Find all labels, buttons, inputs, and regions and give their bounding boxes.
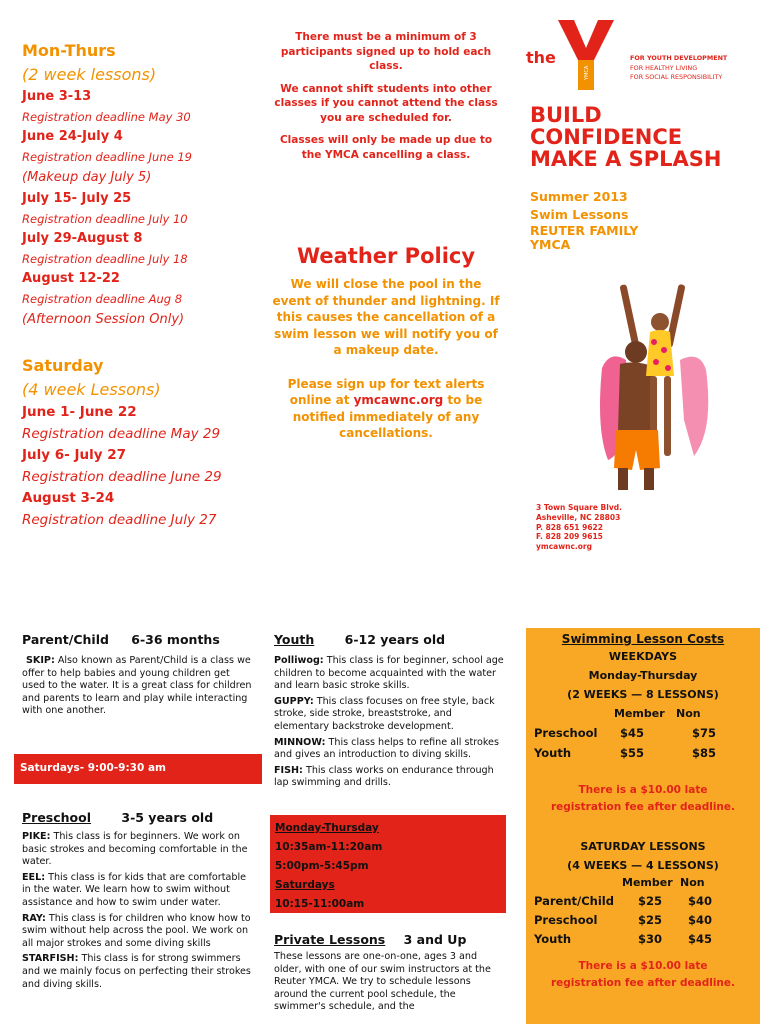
youth-times-heading: Monday-Thursday xyxy=(275,822,379,834)
private-lessons-heading xyxy=(274,931,506,949)
text-alert-signup xyxy=(272,376,500,442)
tagline-line: FOR HEALTHY LIVING xyxy=(630,63,698,72)
weekday-range: Monday-Thursday xyxy=(588,669,698,682)
parent-child-heading xyxy=(22,631,252,649)
non-member-price: $45 xyxy=(688,932,713,946)
youth-title: Youth xyxy=(274,632,315,647)
member-price: $25 xyxy=(638,913,663,927)
saturday-session-date: August 3-24 xyxy=(22,490,115,506)
youth-item xyxy=(274,696,506,734)
headline-line: BUILD CONFIDENCE xyxy=(530,103,683,149)
ymca-website-link[interactable]: ymcawnc.org xyxy=(353,393,444,407)
private-lessons-ages: 3 and Up xyxy=(403,932,467,947)
cost-row xyxy=(526,894,760,908)
schedule-column xyxy=(22,40,272,531)
parent-child-section xyxy=(22,631,252,718)
weekday-count: (2 WEEKS — 8 LESSONS) xyxy=(567,688,719,701)
cost-row-label: Parent/Child xyxy=(534,894,614,908)
youth-level-text: This class focuses on free style, back stroke, side stroke, breaststroke, and elementary backstroke development. xyxy=(274,695,495,732)
cost-header-row xyxy=(526,707,760,720)
saturday-heading: Saturday xyxy=(22,356,104,375)
season-label: Summer 2013 xyxy=(530,189,628,204)
member-column-header: Member xyxy=(622,876,673,889)
tagline-line: FOR SOCIAL RESPONSIBILITY xyxy=(630,73,723,81)
address-line: 3 Town Square Blvd. xyxy=(536,503,622,512)
parent-child-ages: 6-36 months xyxy=(131,632,220,647)
youth-level-text: This class helps to refine all strokes and gives an introduction to diving skills. xyxy=(274,736,499,761)
saturday-session-date: July 6- July 27 xyxy=(22,447,127,463)
preschool-level-label: PIKE: xyxy=(22,831,51,842)
cost-row xyxy=(526,726,760,740)
youth-heading xyxy=(274,631,506,649)
cost-row xyxy=(526,746,760,760)
parent-child-title: Parent/Child xyxy=(22,632,109,647)
session-deadline: Registration deadline June 19 xyxy=(22,150,192,164)
logo-the: the xyxy=(526,48,556,67)
youth-item xyxy=(274,765,506,790)
preschool-heading xyxy=(22,809,252,827)
private-lessons-section xyxy=(274,931,506,1014)
youth-level-label: GUPPY: xyxy=(274,695,314,707)
non-member-price: $40 xyxy=(688,894,713,908)
minimum-notice: There must be a minimum of 3 participants signed up to hold each class. xyxy=(280,31,492,72)
youth-time: 10:35am-11:20am xyxy=(275,841,383,853)
branch-name xyxy=(530,224,760,252)
ymca-y-logo-icon xyxy=(558,18,614,90)
non-member-column-header: Non xyxy=(680,876,705,889)
phone-number: P. 828 651 9622 xyxy=(536,522,603,532)
youth-times-heading: Saturdays xyxy=(275,879,335,891)
member-price: $25 xyxy=(638,894,663,908)
branch-line: YMCA xyxy=(530,237,571,252)
youth-ages: 6-12 years old xyxy=(344,632,446,647)
saturday-session-deadline: Registration deadline July 27 xyxy=(22,511,217,528)
weather-policy-text: We will close the pool in the event of thunder and lightning. If this causes the cancellation of a swim lesson we will notify you of a makeup date. xyxy=(272,277,500,357)
session-deadline: Registration deadline July 10 xyxy=(22,212,188,226)
session-note: (Afternoon Session Only) xyxy=(22,312,185,327)
saturday-lessons-heading: SATURDAY LESSONS xyxy=(580,840,706,853)
weather-policy-title: Weather Policy xyxy=(296,244,476,268)
session-date: July 29-August 8 xyxy=(22,231,143,246)
preschool-level-text: This class is for children who know how to swim without help across the pool. We work on all major strokes and some diving skills xyxy=(22,912,251,949)
branch-line: REUTER FAMILY xyxy=(530,223,639,238)
signup-text-end: to be notified immediately of any cancellations. xyxy=(292,393,483,440)
non-member-column-header: Non xyxy=(676,707,701,720)
member-price: $45 xyxy=(620,726,645,740)
tagline-line: FOR YOUTH DEVELOPMENT xyxy=(630,54,728,62)
late-fee-notice: There is a $10.00 late registration fee after deadline. xyxy=(550,784,736,813)
session-date: August 12-22 xyxy=(22,271,120,286)
weekday-subheading: (2 week lessons) xyxy=(22,65,157,84)
youth-times-box xyxy=(270,815,506,913)
youth-level-label: Polliwog: xyxy=(274,655,324,666)
member-price: $30 xyxy=(638,932,663,946)
cost-row-label: Youth xyxy=(534,932,572,946)
cost-row-label: Youth xyxy=(534,746,572,760)
session-date: June 24-July 4 xyxy=(22,129,123,144)
non-member-price: $85 xyxy=(692,746,717,760)
member-price: $55 xyxy=(620,746,645,760)
session-deadline: Registration deadline Aug 8 xyxy=(22,292,183,306)
preschool-level-label: EEL: xyxy=(22,871,46,883)
session-note: (Makeup day July 5) xyxy=(22,170,152,185)
youth-level-text: This class works on endurance through lap swimming and drills. xyxy=(274,764,494,789)
address-line: Asheville, NC 28803 xyxy=(536,512,621,522)
preschool-item xyxy=(22,831,252,869)
youth-level-label: MINNOW: xyxy=(274,736,326,748)
cost-header-row xyxy=(526,876,760,889)
saturday-session-deadline: Registration deadline May 29 xyxy=(22,425,221,442)
preschool-item xyxy=(22,913,252,951)
saturday-session-date: June 1- June 22 xyxy=(22,404,137,420)
member-column-header: Member xyxy=(614,707,665,720)
swimmers-photo xyxy=(590,280,720,492)
saturday-session-deadline: Registration deadline June 29 xyxy=(22,468,222,485)
program-label: Swim Lessons xyxy=(530,207,629,222)
preschool-item xyxy=(22,953,252,991)
preschool-title: Preschool xyxy=(22,810,92,825)
youth-time: 5:00pm-5:45pm xyxy=(275,860,369,872)
fax-number: F. 828 209 9615 xyxy=(536,532,603,542)
website: ymcawnc.org xyxy=(536,542,592,552)
skip-text: Also known as Parent/Child is a class we offer to help babies and young children get used to the water. It is a great class for children and parents to learn and play while interacting with one another. xyxy=(22,655,252,717)
ymca-tagline xyxy=(630,54,727,83)
makeup-notice: Classes will only be made up due to the YMCA cancelling a class. xyxy=(279,134,493,161)
season-info xyxy=(530,188,760,224)
shift-notice: We cannot shift students into other classes if you cannot attend the class you are scheduled for. xyxy=(274,82,498,124)
logo-ymca-text: YMCA xyxy=(584,65,590,80)
preschool-level-label: RAY: xyxy=(22,912,46,924)
preschool-ages: 3-5 years old xyxy=(121,810,214,825)
ymca-address xyxy=(536,503,696,552)
late-fee-notice: There is a $10.00 late registration fee after deadline. xyxy=(550,960,736,989)
weather-policy xyxy=(272,276,500,442)
saturday-subheading: (4 week Lessons) xyxy=(22,380,161,399)
lesson-costs-panel xyxy=(526,628,760,1024)
youth-level-label: FISH: xyxy=(274,764,303,776)
weekday-heading: Mon-Thurs xyxy=(22,41,116,60)
youth-level-text: This class is for beginner, school age children to become acquainted with the water and learn basic stroke skills. xyxy=(274,655,504,692)
cost-row xyxy=(526,913,760,927)
cost-row-label: Preschool xyxy=(534,913,598,927)
private-lessons-text: These lessons are one-on-one, ages 3 and older, with one of our swim instructors at the Reuter YMCA. We try to schedule lessons around the current pool schedule, the swimmer's schedule, and the xyxy=(274,951,491,1013)
youth-item xyxy=(274,737,506,762)
signup-text: Please sign up for text alerts online at xyxy=(287,376,485,407)
cost-row-label: Preschool xyxy=(534,726,598,740)
session-deadline: Registration deadline May 30 xyxy=(22,110,191,124)
private-lessons-title: Private Lessons xyxy=(274,932,386,947)
parent-child-description xyxy=(22,655,252,718)
brand-headline xyxy=(530,104,760,170)
saturday-count: (4 WEEKS — 4 LESSONS) xyxy=(567,859,719,872)
parent-child-time-bar: Saturdays- 9:00-9:30 am xyxy=(14,754,262,784)
preschool-section xyxy=(22,809,252,991)
ymca-logo-area xyxy=(524,18,760,98)
youth-section xyxy=(274,631,506,790)
session-deadline: Registration deadline July 18 xyxy=(22,252,188,266)
headline-line: MAKE A SPLASH xyxy=(530,147,722,171)
preschool-item xyxy=(22,872,252,910)
weekdays-heading: WEEKDAYS xyxy=(608,650,678,663)
youth-time: 10:15-11:00am xyxy=(275,898,365,910)
skip-label: SKIP: xyxy=(26,655,55,666)
non-member-price: $40 xyxy=(688,913,713,927)
costs-title: Swimming Lesson Costs xyxy=(561,632,725,646)
class-notices xyxy=(272,30,500,170)
preschool-level-text: This class is for kids that are comfortable in the water. We learn how to swim without assistance and how to swim under water. xyxy=(22,871,247,908)
session-date: July 15- July 25 xyxy=(22,191,132,206)
session-date: June 3-13 xyxy=(22,89,92,104)
cost-row xyxy=(526,932,760,946)
preschool-level-text: This class is for beginners. We work on basic strokes and becoming comfortable in the water. xyxy=(22,831,248,868)
non-member-price: $75 xyxy=(692,726,717,740)
preschool-level-text: This class is for strong swimmers and we mainly focus on perfecting their strokes and diving skills. xyxy=(22,953,251,990)
youth-item xyxy=(274,655,506,693)
preschool-level-label: STARFISH: xyxy=(22,953,79,965)
